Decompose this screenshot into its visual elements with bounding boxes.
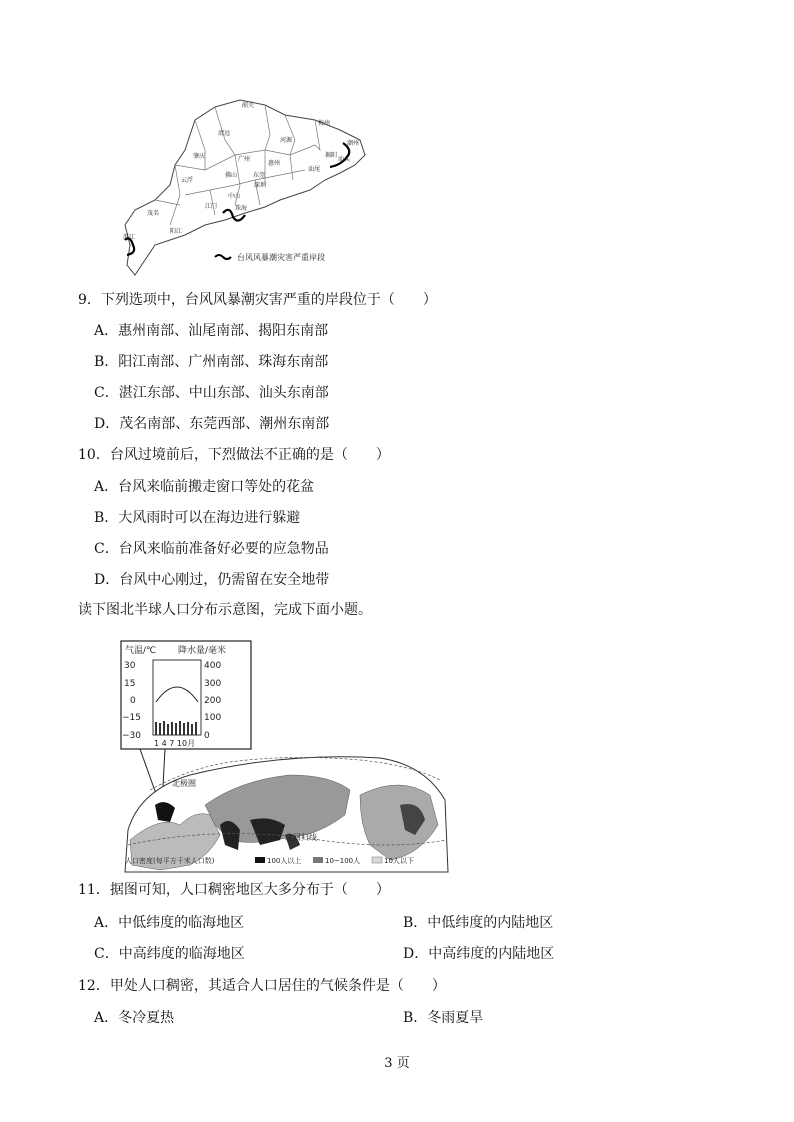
legend-label-low: 10人以下 — [384, 857, 414, 865]
jia-label: 甲 — [156, 803, 164, 812]
q9-option-d: D．茂名南部、东莞西部、潮州东南部 — [94, 416, 330, 432]
precip-axis-title: 降水量/毫米 — [178, 646, 227, 656]
precip-tick: 0 — [204, 731, 210, 741]
city-label: 肇庆 — [193, 153, 206, 160]
city-label: 珠海 — [235, 205, 248, 212]
arctic-circle-label: 北极圈 — [172, 779, 196, 788]
temp-tick: −30 — [122, 731, 141, 741]
population-map — [120, 640, 450, 875]
q11-option-b: B．中低纬度的内陆地区 — [403, 915, 554, 931]
density-legend-title: 人口密度(每平方千米人口数) — [125, 857, 215, 865]
q10-option-a: A．台风来临前搬走窗口等处的花盆 — [94, 479, 315, 495]
city-label: 潮州 — [347, 140, 360, 147]
q11-option-c: C．中高纬度的临海地区 — [94, 946, 245, 962]
city-label: 云浮 — [181, 177, 194, 184]
question-10-stem: 10．台风过境前后，下烈做法不正确的是（ ） — [78, 447, 390, 463]
city-label: 江门 — [205, 203, 218, 210]
tropic-label: 北回归线 — [285, 833, 317, 842]
city-label: 惠州 — [268, 160, 281, 167]
city-label: 韶关 — [242, 102, 255, 109]
city-label: 阳江 — [170, 228, 183, 235]
temp-tick: 30 — [124, 661, 136, 671]
legend-label-mid: 10~100人 — [325, 857, 361, 865]
city-label: 茂名 — [147, 210, 160, 217]
q10-option-d: D．台风中心刚过，仍需留在安全地带 — [94, 572, 330, 588]
temp-tick: 0 — [130, 696, 136, 706]
q9-option-c: C．湛江东部、中山东部、汕头东南部 — [94, 385, 329, 401]
city-label: 佛山 — [225, 172, 238, 179]
city-label: 深圳 — [254, 182, 267, 189]
precip-tick: 100 — [204, 713, 222, 723]
city-label: 广州 — [238, 156, 251, 163]
q12-option-a: A．冬冷夏热 — [94, 1010, 175, 1026]
map1-legend-label: 台风风暴潮灾害严重岸段 — [237, 253, 325, 262]
intro-text: 读下图北半球人口分布示意图，完成下面小题。 — [78, 602, 372, 618]
legend-swatch-low — [372, 857, 382, 863]
temp-tick: 15 — [124, 679, 136, 689]
q9-option-b: B．阳江南部、广州南部、珠海东南部 — [94, 354, 329, 370]
city-label: 汕尾 — [308, 166, 321, 173]
precip-tick: 200 — [204, 696, 222, 706]
legend-swatch-mid — [313, 857, 323, 863]
guangdong-map — [115, 95, 370, 280]
question-12-stem: 12．甲处人口稠密，其适合人口居住的气候条件是（ ） — [78, 978, 446, 994]
city-label: 揭阳 — [325, 152, 338, 159]
city-label: 清远 — [218, 130, 231, 137]
precip-tick: 400 — [204, 661, 222, 671]
city-label: 东莞 — [253, 172, 266, 179]
q12-option-b: B．冬雨夏旱 — [403, 1010, 484, 1026]
question-11-stem: 11．据图可知，人口稠密地区大多分布于（ ） — [78, 882, 390, 898]
temp-tick: −15 — [122, 713, 141, 723]
q11-option-a: A．中低纬度的临海地区 — [94, 915, 245, 931]
question-9-stem: 9．下列选项中，台风风暴潮灾害严重的岸段位于（ ） — [78, 292, 437, 308]
page-number: 3 页 — [384, 1056, 410, 1071]
temp-axis-title: 气温/℃ — [125, 646, 157, 656]
q10-option-c: C．台风来临前准备好必要的应急物品 — [94, 541, 329, 557]
legend-label-high: 100人以上 — [267, 857, 302, 865]
legend-swatch-high — [255, 857, 265, 863]
city-label: 汕头 — [338, 156, 351, 163]
city-label: 中山 — [228, 193, 241, 200]
coast-legend-icon — [215, 255, 231, 259]
precip-tick: 300 — [204, 679, 222, 689]
q11-option-d: D．中高纬度的内陆地区 — [403, 946, 555, 962]
q9-option-a: A．惠州南部、汕尾南部、揭阳东南部 — [94, 323, 329, 339]
city-label: 湛江 — [123, 234, 136, 241]
month-axis-label: 1 4 7 10月 — [154, 739, 196, 748]
q10-option-b: B．大风雨时可以在海边进行躲避 — [94, 510, 301, 526]
city-label: 梅州 — [318, 120, 331, 127]
city-label: 河源 — [280, 137, 293, 144]
